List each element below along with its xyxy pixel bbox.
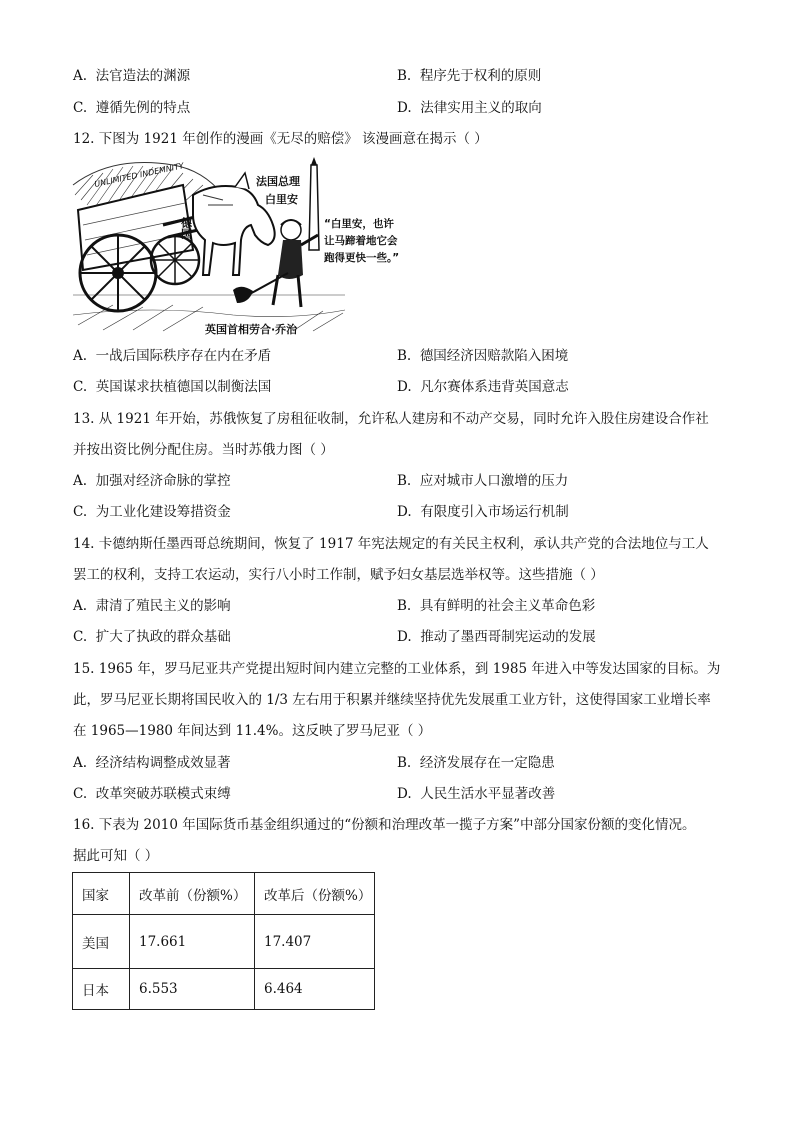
q15-option-a[interactable]: A. 经济结构调整成效显著 [73,755,231,771]
table-cell: 6.464 [255,969,375,1010]
table-row [73,915,375,969]
q14-option-d[interactable]: D. 推动了墨西哥制宪运动的发展 [397,629,596,645]
q13-option-d[interactable]: D. 有限度引入市场运行机制 [397,504,569,520]
q12-option-d[interactable]: D. 凡尔赛体系违背英国意志 [397,379,569,395]
speech-line-3: 跑得更快一些。” [324,252,400,264]
table-cell: 6.553 [130,969,255,1010]
q16-stem-line-1: 16. 下表为 2010 年国际货币基金组织通过的“份额和治理改革一揽子方案”中部分国家份额的变化情况。 [73,817,696,833]
q11-option-a[interactable]: A. 法官造法的渊源 [73,68,191,84]
table-cell: 17.661 [130,915,255,969]
france-label-1: 法国总理 [256,175,300,188]
table-header-row [73,873,375,915]
q12-stem: 12. 下图为 1921 年创作的漫画《无尽的赔偿》 该漫画意在揭示（ ） [73,131,488,147]
speech-line-1: “白里安，也许 [324,218,394,230]
q14-option-c[interactable]: C. 扩大了执政的群众基础 [73,629,231,645]
table-header-cell: 改革后（份额%） [255,873,375,915]
cart-label: UNLIMITED INDEMNITY [93,161,185,189]
q15-option-d[interactable]: D. 人民生活水平显著改善 [397,786,556,802]
table-row [73,969,375,1010]
q13-option-c[interactable]: C. 为工业化建设筹措资金 [73,504,231,520]
germany-label: 德国 [179,217,193,239]
q16-stem-line-2: 据此可知（ ） [73,848,159,864]
q11-option-c[interactable]: C. 遵循先例的特点 [73,100,191,116]
q11-option-b[interactable]: B. 程序先于权利的原则 [397,68,542,84]
table-cell: 美国 [73,915,130,969]
q14-option-a[interactable]: A. 肃清了殖民主义的影响 [73,598,231,614]
q13-option-b[interactable]: B. 应对城市人口激增的压力 [397,473,569,489]
q13-option-a[interactable]: A. 加强对经济命脉的掌控 [73,473,231,489]
q12-option-b[interactable]: B. 德国经济因赔款陷入困境 [397,348,569,364]
q12-option-c[interactable]: C. 英国谋求扶植德国以制衡法国 [73,379,272,395]
cartoon-unlimited-indemnity [73,155,400,338]
q14-stem-line-2: 罢工的权利，支持工农运动，实行八小时工作制，赋予妇女基层选举权等。这些措施（ ） [73,567,604,583]
table-header-cell: 改革前（份额%） [130,873,255,915]
q14-stem-line-1: 14. 卡德纳斯任墨西哥总统期间，恢复了 1917 年宪法规定的有关民主权利，承认共产党的合法地位与工人 [73,536,709,552]
q12-option-a[interactable]: A. 一战后国际秩序存在内在矛盾 [73,348,272,364]
q15-stem-line-3: 在 1965—1980 年间达到 11.4%。这反映了罗马尼亚（ ） [73,723,432,739]
table-header-cell: 国家 [73,873,130,915]
q13-stem-line-1: 13. 从 1921 年开始，苏俄恢复了房租征收制，允许私人建房和不动产交易，同时允许入股住房建设合作社 [73,411,709,427]
q15-option-b[interactable]: B. 经济发展存在一定隐患 [397,755,555,771]
imf-quota-table [72,872,375,1010]
table-cell: 17.407 [255,915,375,969]
q11-option-d[interactable]: D. 法律实用主义的取向 [397,100,542,116]
q15-stem-line-1: 15. 1965 年，罗马尼亚共产党提出短时间内建立完整的工业体系，到 1985 年进入中等发达国家的目标。为 [73,661,721,677]
q15-option-c[interactable]: C. 改革突破苏联模式束缚 [73,786,231,802]
q13-stem-line-2: 并按出资比例分配住房。当时苏俄力图（ ） [73,442,334,458]
q14-option-b[interactable]: B. 具有鲜明的社会主义革命色彩 [397,598,596,614]
q15-stem-line-2: 此，罗马尼亚长期将国民收入的 1/3 左右用于积累并继续坚持优先发展重工业方针，这使得国家工业增长率 [73,692,711,708]
france-label-2: 白里安 [265,193,298,206]
speech-line-2: 让马蹄着地它会 [324,235,398,247]
table-cell: 日本 [73,969,130,1010]
cartoon-caption: 英国首相劳合·乔治 [205,323,298,336]
